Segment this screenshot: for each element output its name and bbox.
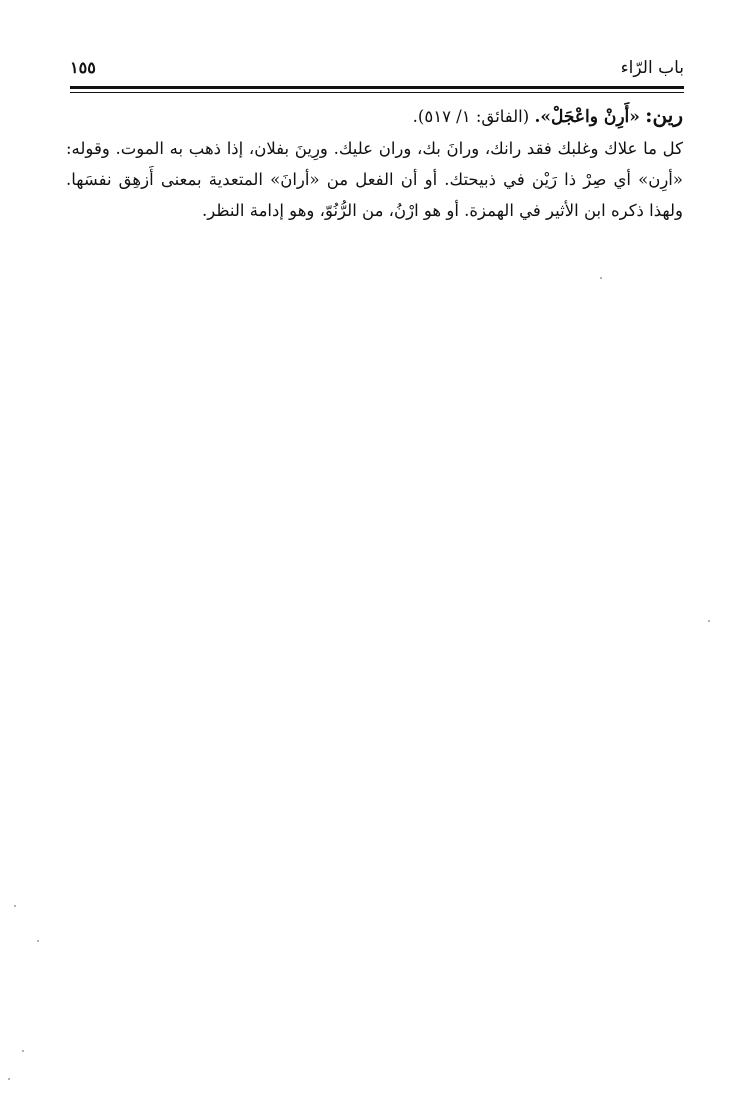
paper-speck	[22, 1050, 24, 1052]
paper-speck	[37, 940, 39, 942]
entry-body-text: كل ما علاك وغلبك فقد رانك، ورانَ بك، وران عليك. ورِينَ بفلان، إذا ذهب به الموت. وقوله: «أرِن» أي صِرْ ذا رَيْن في ذبيحتك. أو أن الفعل من «أرانَ» المتعدية بمعنى أَزهِق نفسَها. ولهذا ذكره ابن الأثير في الهمزة. أو هو ارْنُ، من الرُّنُوّ، وهو إدامة النظر.	[66, 139, 683, 220]
entry-heading-line	[66, 100, 683, 133]
page-header	[70, 54, 684, 84]
paper-speck	[600, 277, 602, 279]
chapter-title: باب الرّاء	[620, 58, 684, 78]
entry-hadith-quote: «أَرِنْ واعْجَلْ».	[534, 107, 640, 127]
header-rule-thick	[70, 86, 684, 89]
paper-speck	[708, 620, 710, 622]
entry-source-reference: (الفائق: ١/ ٥١٧).	[412, 107, 530, 126]
dictionary-entry	[66, 100, 683, 226]
header-rule-thin	[70, 92, 684, 93]
paper-speck	[8, 1078, 10, 1080]
paper-speck	[14, 905, 16, 907]
entry-headword: رين:	[645, 103, 683, 127]
page-number: ١٥٥	[70, 58, 96, 77]
